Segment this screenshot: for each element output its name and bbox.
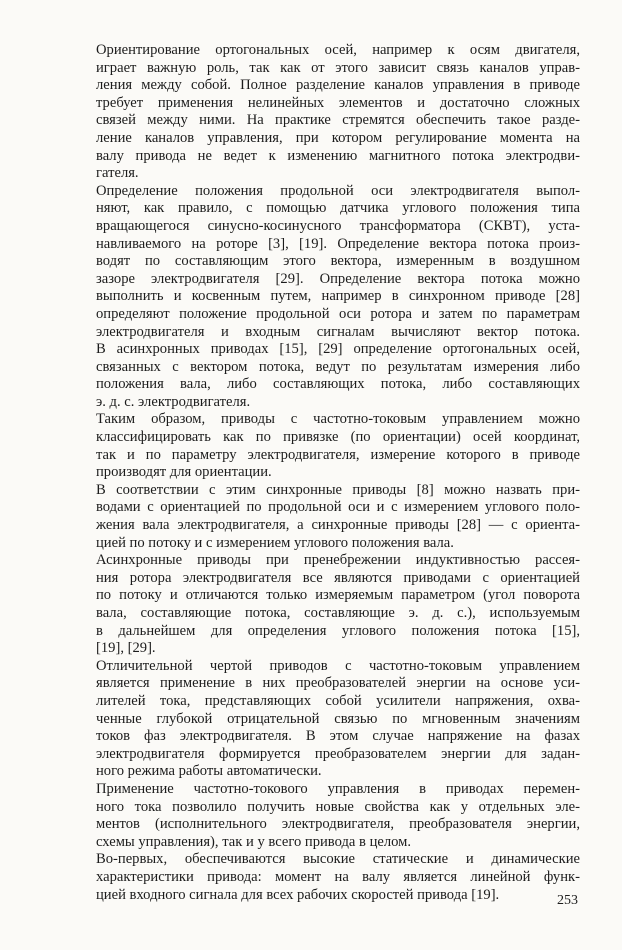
paragraph bbox=[74, 482, 580, 552]
text-line: жения вала электродвигателя, а синхронные приводы [28] — с ориента- bbox=[96, 517, 580, 534]
text-line: связанных с вектором потока, ведут по результатам измерения либо bbox=[96, 358, 580, 375]
text-line: ления между собой. Полное разделение каналов управления в приводе bbox=[96, 77, 580, 94]
text-line: В асинхронных приводах [15], [29] определение ортогональных осей, bbox=[96, 341, 580, 358]
text-line: так и по параметру электродвигателя, измерение которого в приводе bbox=[96, 446, 580, 463]
text-line: классифицировать как по привязке (по ориентации) осей координат, bbox=[96, 429, 580, 446]
text-line: гателя. bbox=[96, 165, 139, 182]
text-line: ния ротора электродвигателя все являются приводами с ориентацией bbox=[96, 569, 580, 586]
paragraph bbox=[74, 183, 580, 412]
page-number: 253 bbox=[557, 893, 578, 908]
text-line: ченные глубокой отрицательной связью по мгновенным значениям bbox=[96, 710, 580, 727]
paragraph bbox=[74, 658, 580, 781]
text-line: [19], [29]. bbox=[96, 640, 156, 657]
text-line: вращающегося синусно-косинусного трансформатора (СКВТ), уста- bbox=[96, 217, 580, 234]
text-line: выполнить и косвенным путем, например в синхронном приводе [28] bbox=[96, 288, 580, 305]
text-line: токов фаз электродвигателя. В этом случае напряжение на фазах bbox=[96, 728, 580, 745]
text-line: Определение положения продольной оси электродвигателя выпол- bbox=[96, 182, 580, 199]
text-line: Отличительной чертой приводов с частотно-токовым управлением bbox=[96, 657, 580, 674]
text-line: ментов (исполнительного электродвигателя, преобразователя энергии, bbox=[96, 816, 580, 833]
text-line: цией по потоку и с измерением углового положения вала. bbox=[96, 534, 454, 551]
text-line: является применение в них преобразователей энергии на основе уси- bbox=[96, 675, 580, 692]
body-text bbox=[74, 42, 580, 904]
paragraph bbox=[74, 552, 580, 658]
text-line: требует применения нелинейных элементов и достаточно сложных bbox=[96, 94, 580, 111]
text-line: навливаемого на роторе [3], [19]. Определение вектора потока произ- bbox=[96, 235, 580, 252]
text-line: характеристики привода: момент на валу является линейной функ- bbox=[96, 868, 580, 885]
text-line: водят по составляющим этого вектора, измеренным в воздушном bbox=[96, 253, 580, 270]
text-line: валу привода не ведет к изменению магнитного потока электродви- bbox=[96, 147, 580, 164]
text-line: э. д. с. электродвигателя. bbox=[96, 393, 251, 410]
text-line: В соответствии с этим синхронные приводы [8] можно назвать при- bbox=[96, 481, 580, 498]
text-line: играет важную роль, так как от этого зависит связь каналов управ- bbox=[96, 59, 580, 76]
text-line: няют, как правило, с помощью датчика углового положения типа bbox=[96, 200, 580, 217]
text-line: вала, составляющие потока, составляющие э. д. с.), используемым bbox=[96, 605, 580, 621]
text-line: производят для ориентации. bbox=[96, 464, 272, 481]
text-line: Применение частотно-токового управления в приводах перемен- bbox=[96, 780, 580, 797]
text-line: связей между ними. На практике стремятся обеспечить такое разде- bbox=[96, 112, 580, 129]
text-line: ление каналов управления, при котором регулирование момента на bbox=[96, 129, 580, 146]
text-line: Ориентирование ортогональных осей, например к осям двигателя, bbox=[96, 42, 580, 58]
text-line: Асинхронные приводы при пренебрежении индуктивностью рассея- bbox=[96, 552, 580, 569]
text-line: электродвигателя и входным сигналам вычисляют вектор потока. bbox=[96, 323, 580, 340]
text-line: ного режима работы автоматически. bbox=[96, 763, 322, 780]
text-line: зазоре электродвигателя [29]. Определение вектора потока можно bbox=[96, 270, 580, 287]
text-line: электродвигателя формируется преобразователем энергии для задан- bbox=[96, 745, 580, 762]
text-line: лителей тока, представляющих собой усилители напряжения, охва- bbox=[96, 692, 580, 709]
text-line: цией входного сигнала для всех рабочих скоростей привода [19]. bbox=[96, 886, 500, 903]
text-line: схемы управления), так и у всего привода в целом. bbox=[96, 833, 412, 850]
text-line: по потоку и отличаются только измеряемым параметром (угол поворота bbox=[96, 587, 580, 604]
text-line: определяют положение продольной оси ротора и затем по параметрам bbox=[96, 305, 580, 322]
paragraph bbox=[74, 851, 580, 904]
text-line: Во-первых, обеспечиваются высокие статические и динамические bbox=[96, 851, 580, 868]
paragraph bbox=[74, 781, 580, 851]
text-line: положения вала, либо составляющих потока, либо составляющих bbox=[96, 376, 580, 393]
text-line: Таким образом, приводы с частотно-токовым управлением можно bbox=[96, 411, 580, 428]
text-line: ного тока позволило получить новые свойства как у отдельных эле- bbox=[96, 798, 580, 815]
text-line: водами с ориентацией по продольной оси и с измерением углового поло- bbox=[96, 499, 580, 516]
paragraph bbox=[74, 42, 580, 183]
paragraph bbox=[74, 411, 580, 481]
text-line: в дальнейшем для определения углового положения потока [15], bbox=[96, 622, 580, 639]
